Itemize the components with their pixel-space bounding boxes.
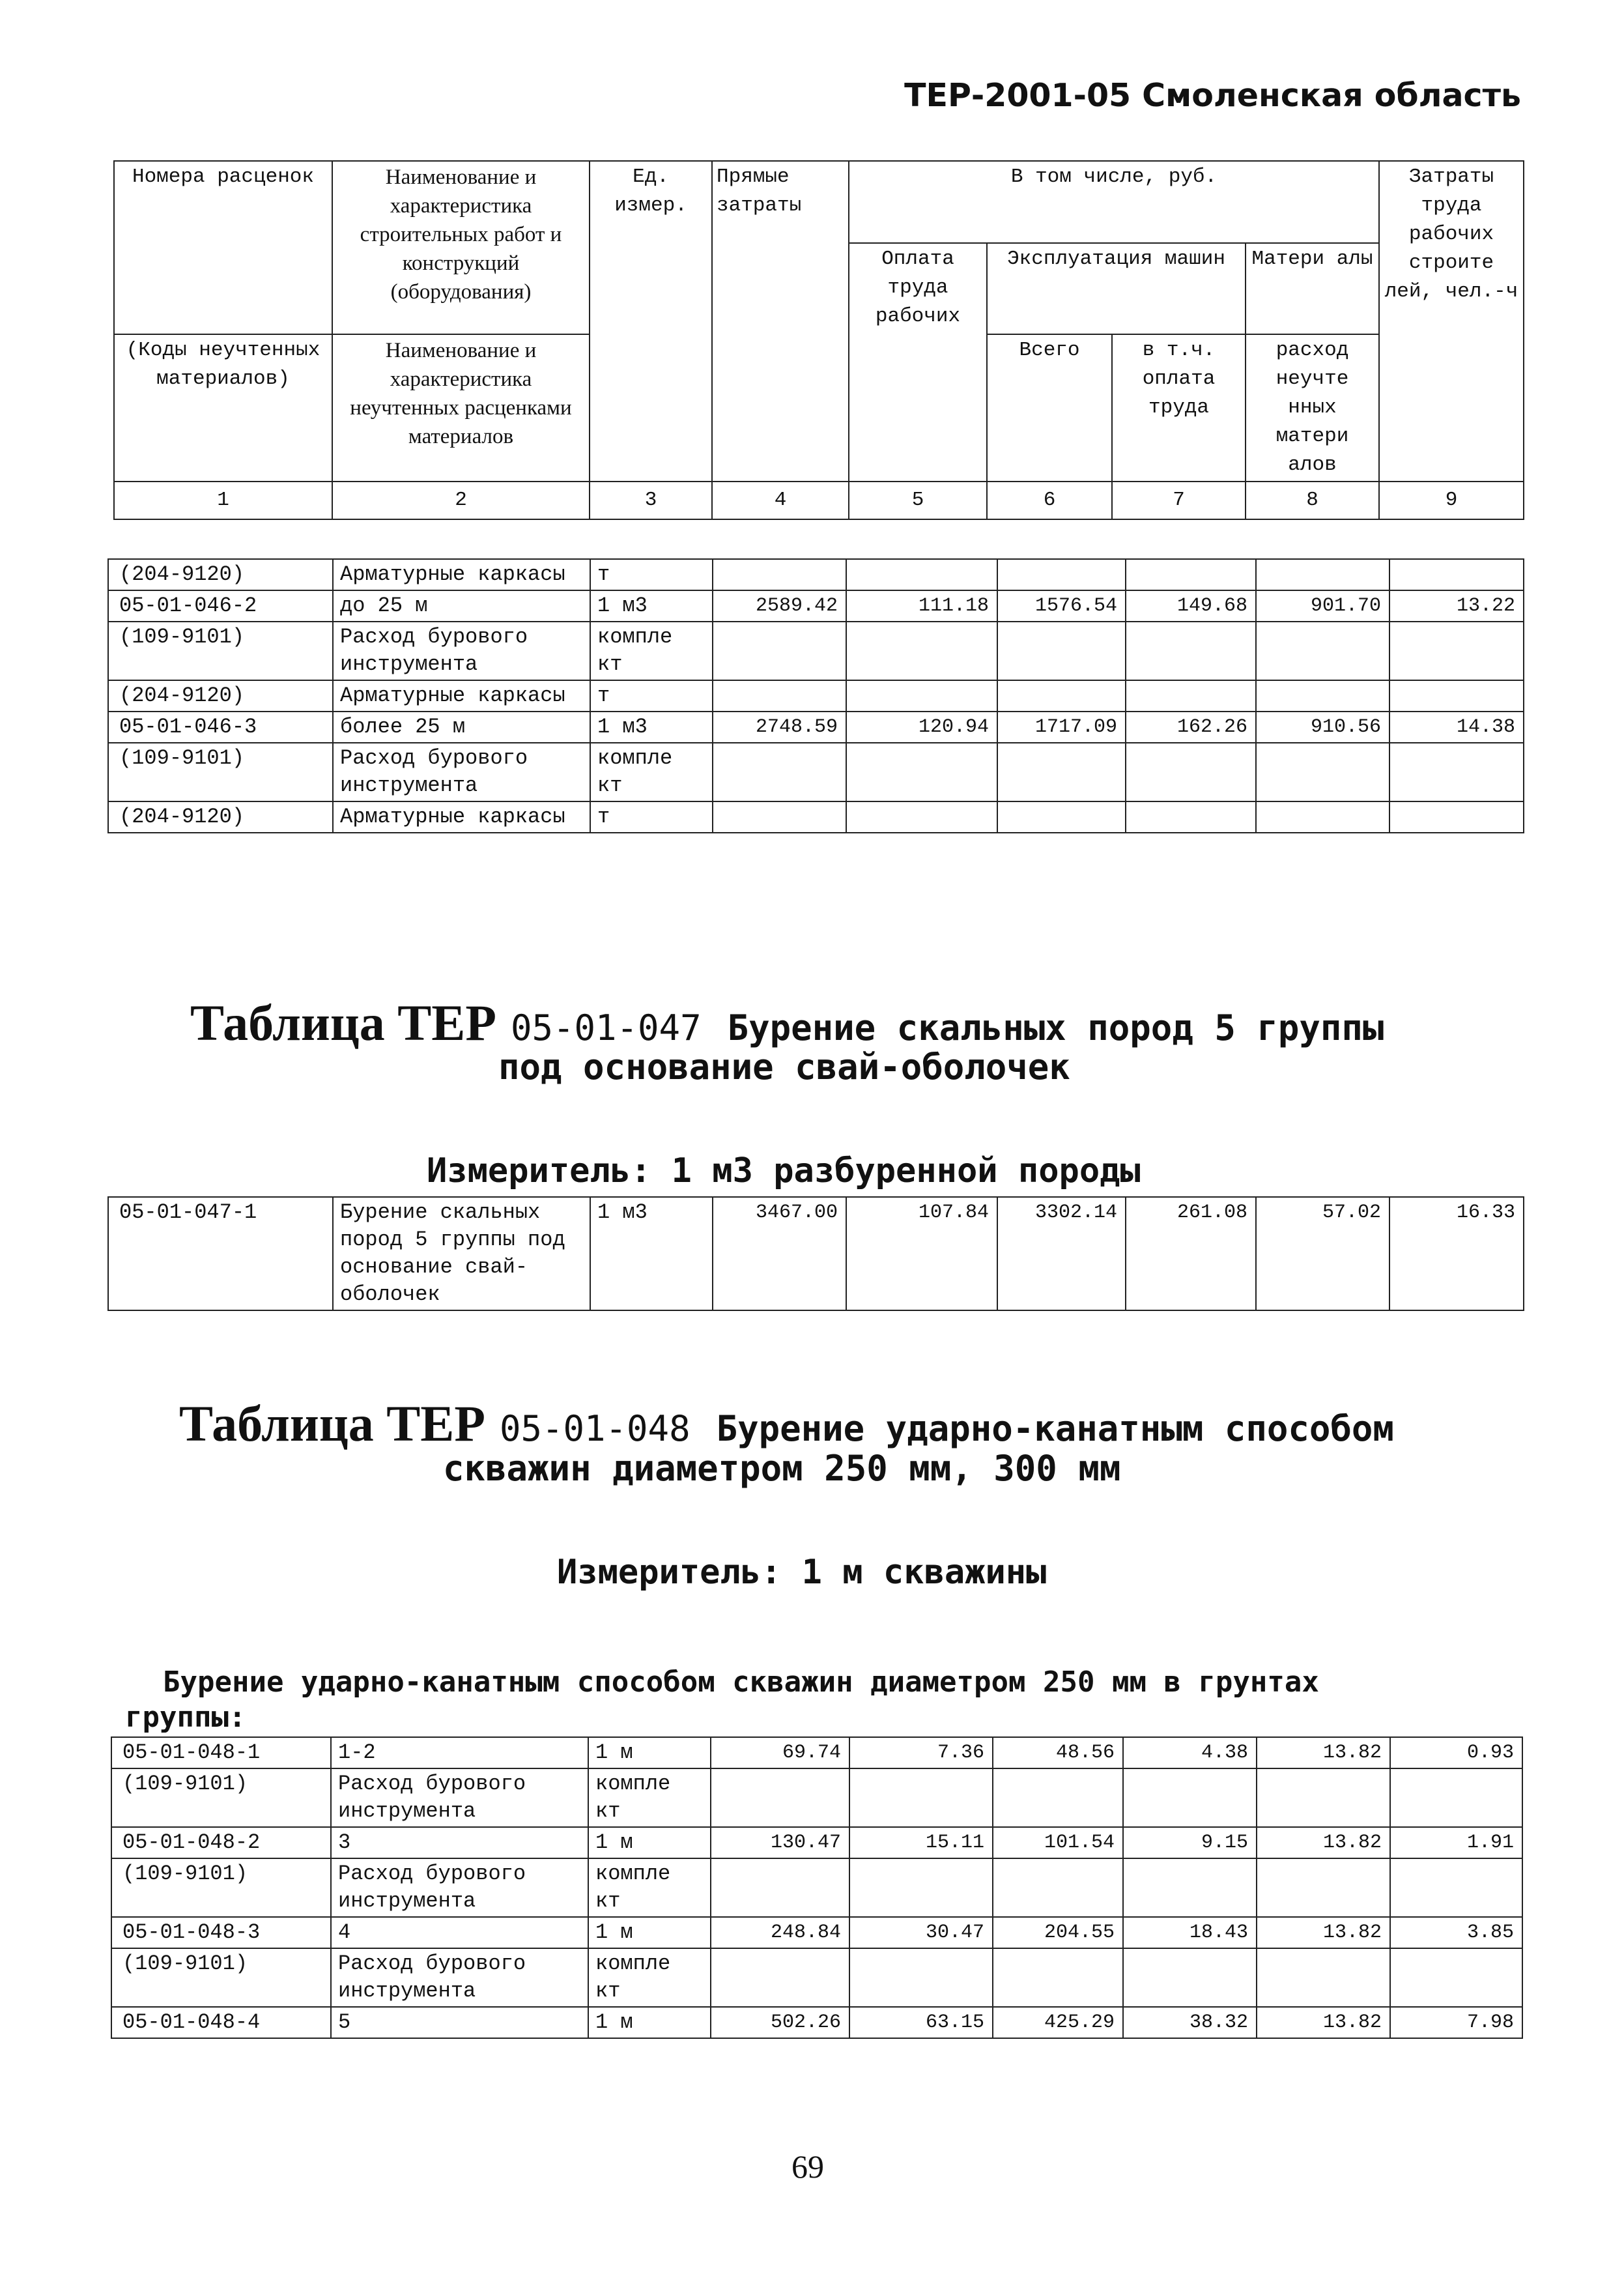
table-row [108,1197,1524,1310]
table-row [111,1948,1522,2007]
header-machines-total: Всего [987,334,1112,482]
rate-unit: компле кт [588,1948,711,2007]
column-number: 1 [114,482,332,519]
column-number: 4 [712,482,849,519]
table-048-title-line2: скважин диаметром 250 мм, 300 мм [443,1448,1121,1489]
rate-name: 4 [331,1917,588,1948]
rate-labor-pay [846,801,997,833]
rate-machines-total: 1717.09 [997,712,1126,743]
rate-machines-pay: 162.26 [1126,712,1256,743]
table-row [108,801,1524,833]
rate-labor [1389,559,1524,590]
rate-labor: 0.93 [1390,1737,1522,1768]
page-number: 69 [791,2148,824,2185]
rate-labor-pay [846,680,997,712]
column-number: 9 [1379,482,1524,519]
rate-direct-costs: 69.74 [711,1737,849,1768]
table-row [111,1827,1522,1858]
header-including: В том числе, руб. [849,161,1379,243]
rate-unit: т [590,801,713,833]
rate-labor [1389,680,1524,712]
rate-materials: 13.82 [1257,1737,1390,1768]
rate-materials [1257,1948,1390,2007]
rate-labor-pay [846,559,997,590]
rate-name: 3 [331,1827,588,1858]
rate-direct-costs [713,622,846,680]
rate-machines-total [997,680,1126,712]
rate-code: (109-9101) [111,1768,331,1827]
rate-machines-total: 101.54 [993,1827,1123,1858]
rate-direct-costs: 502.26 [711,2007,849,2038]
header-labor-pay: Оплата труда рабочих [849,243,987,482]
header-labor: Затраты труда рабочих строите лей, чел.-ч [1379,161,1524,482]
rate-unit: 1 м3 [590,712,713,743]
rate-name: Расход бурового инструмента [333,743,590,801]
rate-machines-pay [1126,743,1256,801]
header-direct-costs: Прямые затраты [712,161,849,482]
table-048-measure: Измеритель: 1 м скважины [557,1553,1047,1592]
rate-machines-pay: 261.08 [1126,1197,1256,1310]
rate-materials [1257,1858,1390,1917]
rate-name: Расход бурового инструмента [331,1858,588,1917]
rate-machines-total [997,622,1126,680]
header-unaccounted-name: Наименование и характеристика неучтенных расценками материалов [332,334,590,482]
rate-machines-pay: 149.68 [1126,590,1256,622]
running-header: ТЕР-2001-05 Смоленская область [904,77,1521,114]
header-machines-pay: в т.ч. оплата труда [1112,334,1246,482]
rate-name: более 25 м [333,712,590,743]
rate-direct-costs [713,680,846,712]
rate-materials: 13.82 [1257,1917,1390,1948]
rate-machines-total [997,743,1126,801]
rate-code: (204-9120) [108,680,333,712]
rate-materials [1256,743,1389,801]
rate-materials: 57.02 [1256,1197,1389,1310]
header-machines: Эксплуатация машин [987,243,1246,334]
rate-machines-pay [1126,559,1256,590]
rate-code: (109-9101) [108,622,333,680]
rate-labor [1390,1948,1522,2007]
rate-labor-pay: 63.15 [849,2007,993,2038]
rate-name: Бурение скальных пород 5 группы под основание свай-оболочек [333,1197,590,1310]
column-number: 6 [987,482,1112,519]
rate-machines-total: 3302.14 [997,1197,1126,1310]
rate-labor-pay: 111.18 [846,590,997,622]
rate-machines-pay [1123,1768,1257,1827]
table-047-measure: Измеритель: 1 м3 разбуренной породы [427,1151,1141,1190]
header-name: Наименование и характеристика строительных работ и конструкций (оборудования) [332,161,590,334]
rate-machines-pay: 4.38 [1123,1737,1257,1768]
table-row [108,590,1524,622]
rate-name: до 25 м [333,590,590,622]
rate-unit: 1 м [588,2007,711,2038]
table-row [108,680,1524,712]
rate-name: 1-2 [331,1737,588,1768]
rate-unit: 1 м [588,1737,711,1768]
rate-machines-total: 425.29 [993,2007,1123,2038]
rate-materials: 13.82 [1257,2007,1390,2038]
rate-labor-pay [849,1858,993,1917]
rates-table-048 [111,1736,1523,2039]
table-row [108,712,1524,743]
rate-machines-total: 1576.54 [997,590,1126,622]
rate-labor: 1.91 [1390,1827,1522,1858]
header-code: Номера расценок [114,161,332,334]
rate-direct-costs [711,1768,849,1827]
table-row [111,1737,1522,1768]
rate-materials [1256,801,1389,833]
table-048-title [179,1394,1394,1453]
rate-labor [1389,743,1524,801]
table-row [108,743,1524,801]
rate-unit: компле кт [590,743,713,801]
rate-code: (109-9101) [111,1858,331,1917]
header-unaccounted-consumption: расход неучте нных матери алов [1246,334,1379,482]
rate-code: 05-01-046-3 [108,712,333,743]
rate-code: 05-01-047-1 [108,1197,333,1310]
header-unaccounted-code: (Коды неучтенных материалов) [114,334,332,482]
rate-unit: компле кт [588,1858,711,1917]
rate-name: Арматурные каркасы [333,559,590,590]
rate-materials [1256,680,1389,712]
table-row [108,559,1524,590]
rate-labor [1389,622,1524,680]
rate-name: 5 [331,2007,588,2038]
table-048-subtitle: Бурение ударно-канатным способом скважин диаметром 250 мм в грунтах [163,1665,1319,1699]
rate-labor-pay: 15.11 [849,1827,993,1858]
table-prefix: Таблица ТЕР [179,1395,485,1452]
rate-direct-costs [711,1948,849,2007]
rate-direct-costs: 248.84 [711,1917,849,1948]
rate-code: (204-9120) [108,801,333,833]
rate-code: 05-01-048-3 [111,1917,331,1948]
rate-direct-costs: 2589.42 [713,590,846,622]
rates-table-047 [107,1196,1524,1311]
rate-code: (109-9101) [108,743,333,801]
rate-unit: т [590,680,713,712]
rate-direct-costs [713,559,846,590]
rate-name: Расход бурового инструмента [331,1948,588,2007]
table-047-title-line2: под основание свай-оболочек [498,1046,1070,1088]
rate-unit: компле кт [590,622,713,680]
rate-direct-costs: 3467.00 [713,1197,846,1310]
column-number: 7 [1112,482,1246,519]
column-header-table [113,160,1524,520]
rate-labor [1389,801,1524,833]
table-row [111,1917,1522,1948]
table-row [111,1858,1522,1917]
rate-code: (109-9101) [111,1948,331,2007]
rate-materials: 901.70 [1256,590,1389,622]
rate-labor [1390,1768,1522,1827]
rate-labor: 13.22 [1389,590,1524,622]
rate-unit: т [590,559,713,590]
table-048-subtitle-line2: группы: [125,1701,246,1734]
rate-machines-pay [1126,801,1256,833]
rate-labor: 3.85 [1390,1917,1522,1948]
rate-labor: 16.33 [1389,1197,1524,1310]
rate-direct-costs [711,1858,849,1917]
table-code: 05-01-048 [499,1408,691,1449]
rate-code: 05-01-046-2 [108,590,333,622]
table-title-line1: Бурение ударно-канатным способом [716,1408,1394,1449]
header-materials: Матери алы [1246,243,1379,334]
rate-machines-total [993,1948,1123,2007]
rate-name: Расход бурового инструмента [333,622,590,680]
rate-machines-pay: 9.15 [1123,1827,1257,1858]
rate-code: 05-01-048-1 [111,1737,331,1768]
rate-direct-costs [713,743,846,801]
rate-name: Арматурные каркасы [333,680,590,712]
rate-direct-costs [713,801,846,833]
rate-labor-pay: 120.94 [846,712,997,743]
rate-materials: 910.56 [1256,712,1389,743]
rate-direct-costs: 130.47 [711,1827,849,1858]
rate-materials [1257,1768,1390,1827]
rate-labor: 7.98 [1390,2007,1522,2038]
rate-machines-total [997,559,1126,590]
rate-direct-costs: 2748.59 [713,712,846,743]
column-number: 3 [590,482,712,519]
rate-labor-pay [849,1768,993,1827]
rate-code: 05-01-048-4 [111,2007,331,2038]
table-title-line1: Бурение скальных пород 5 группы [727,1007,1384,1048]
rate-machines-pay: 18.43 [1123,1917,1257,1948]
column-number: 2 [332,482,590,519]
table-row [111,2007,1522,2038]
rate-code: (204-9120) [108,559,333,590]
rate-machines-pay: 38.32 [1123,2007,1257,2038]
rate-name: Арматурные каркасы [333,801,590,833]
rate-machines-pay [1123,1858,1257,1917]
rate-machines-total [997,801,1126,833]
rate-materials [1256,559,1389,590]
rate-labor: 14.38 [1389,712,1524,743]
rate-labor-pay [846,743,997,801]
rate-unit: 1 м [588,1827,711,1858]
rate-materials [1256,622,1389,680]
rate-labor [1390,1858,1522,1917]
table-row [111,1768,1522,1827]
rate-labor-pay: 30.47 [849,1917,993,1948]
rate-machines-pay [1126,622,1256,680]
table-prefix: Таблица ТЕР [190,994,496,1051]
table-code: 05-01-047 [510,1007,702,1048]
rate-labor-pay: 7.36 [849,1737,993,1768]
rate-labor-pay: 107.84 [846,1197,997,1310]
rate-machines-total: 204.55 [993,1917,1123,1948]
column-number: 5 [849,482,987,519]
rates-table-046 [107,558,1524,833]
rate-labor-pay [849,1948,993,2007]
column-number: 8 [1246,482,1379,519]
rate-name: Расход бурового инструмента [331,1768,588,1827]
rate-machines-pay [1126,680,1256,712]
rate-machines-total [993,1858,1123,1917]
rate-materials: 13.82 [1257,1827,1390,1858]
rate-labor-pay [846,622,997,680]
rate-machines-pay [1123,1948,1257,2007]
rate-code: 05-01-048-2 [111,1827,331,1858]
header-unit: Ед. измер. [590,161,712,482]
rate-machines-total: 48.56 [993,1737,1123,1768]
rate-machines-total [993,1768,1123,1827]
rate-unit: 1 м [588,1917,711,1948]
rate-unit: 1 м3 [590,1197,713,1310]
rate-unit: компле кт [588,1768,711,1827]
rate-unit: 1 м3 [590,590,713,622]
table-047-title [190,994,1384,1052]
table-row [108,622,1524,680]
